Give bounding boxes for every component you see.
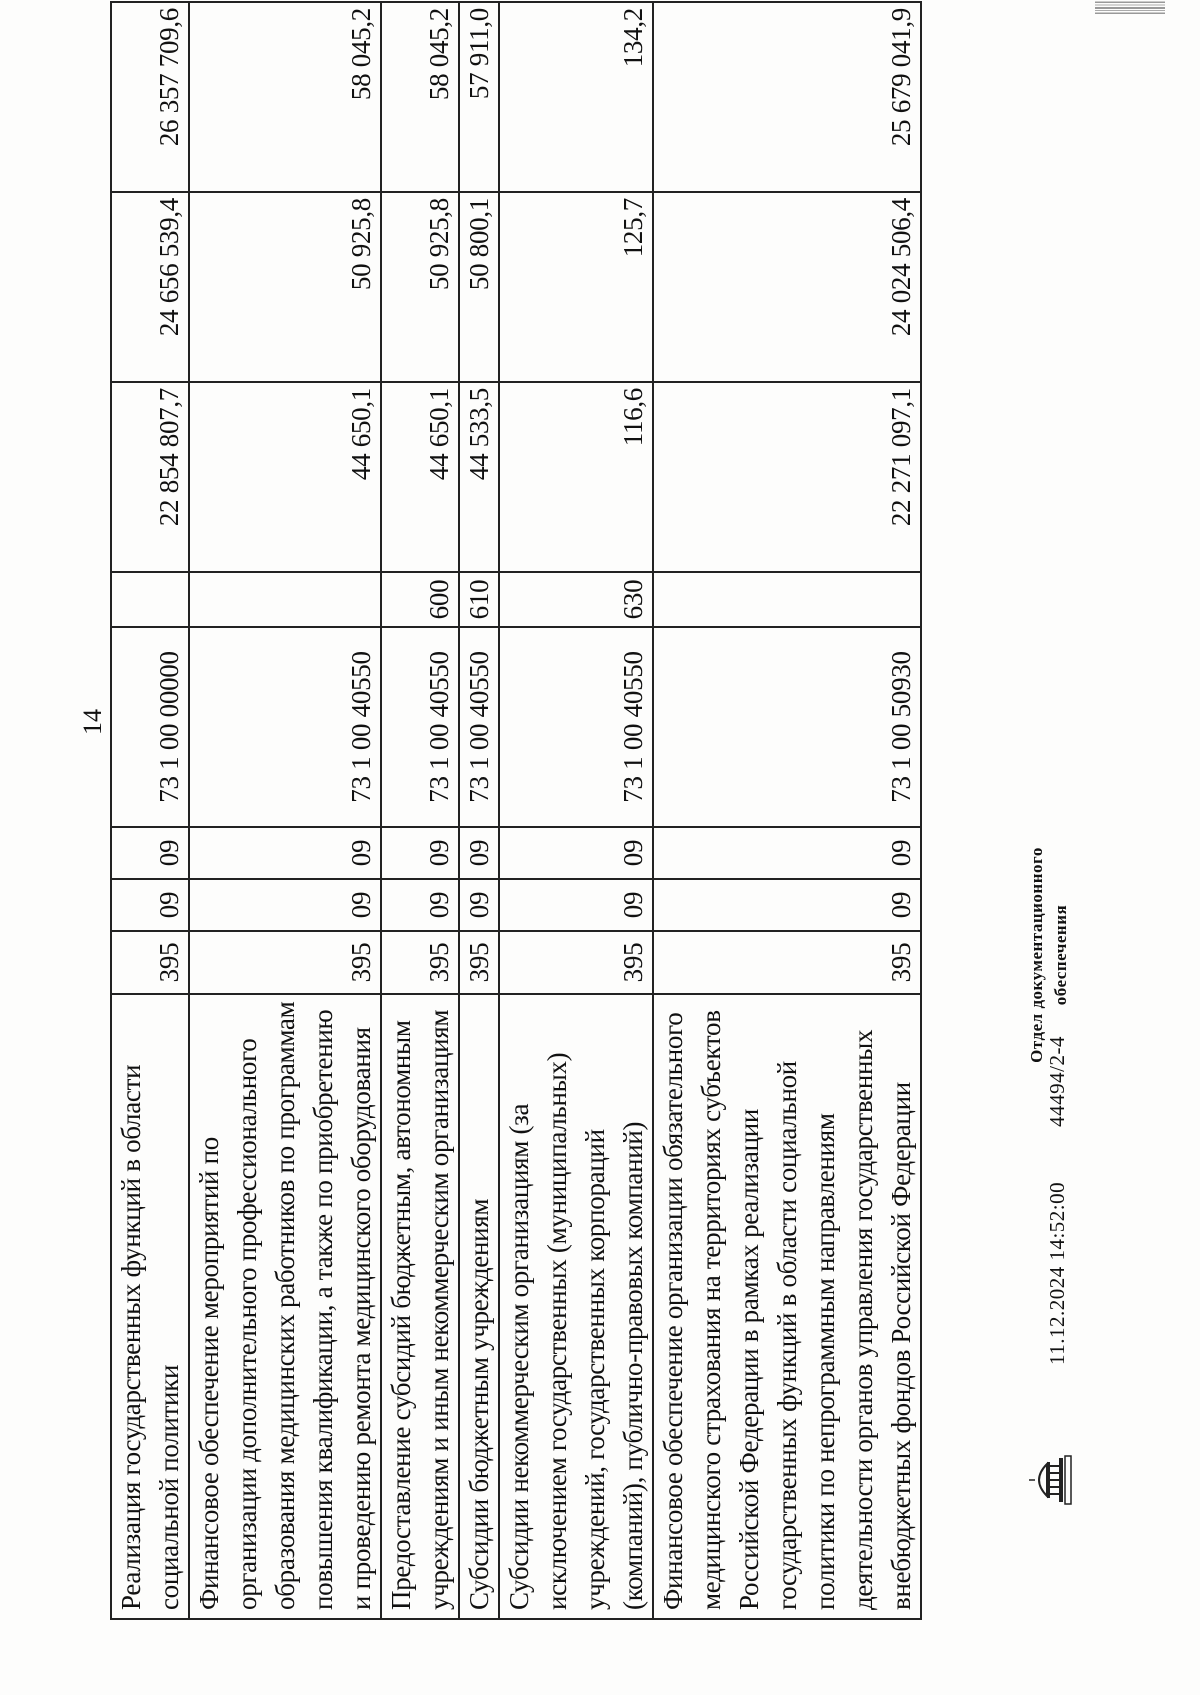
- cell-expense-type: 600: [381, 572, 459, 627]
- cell-name: Финансовое обеспечение мероприятий по организации дополнительного профессионального образования медицинских работников по программам повышения квалификации, а также по приобретению и проведению ремонта медицинского оборудования: [189, 994, 381, 1619]
- cell-value-2024: 44 533,5: [459, 382, 499, 572]
- page-number: 14: [78, 709, 107, 735]
- cell-value-2024: 44 650,1: [381, 382, 459, 572]
- cell-subsection: 09: [653, 827, 921, 879]
- cell-value-2026: 26 357 709,6: [111, 2, 189, 192]
- cell-value-2025: 50 800,1: [459, 192, 499, 382]
- cell-value-2024: 44 650,1: [189, 382, 381, 572]
- cell-target-article: 73 1 00 40550: [459, 627, 499, 827]
- cell-ministry: 395: [499, 931, 653, 994]
- table-row: [653, 2, 921, 1619]
- footer-doc-code: 44494/2-4: [1045, 1036, 1069, 1127]
- cell-ministry: 395: [459, 931, 499, 994]
- cell-value-2024: 22 854 807,7: [111, 382, 189, 572]
- footer-timestamp: 11.12.2024 14:52:00: [1045, 1181, 1069, 1365]
- cell-target-article: 73 1 00 40550: [381, 627, 459, 827]
- cell-section: 09: [459, 879, 499, 931]
- cell-name: Предоставление субсидий бюджетным, автономным учреждениям и иным некоммерческим организациям: [381, 994, 459, 1619]
- cell-ministry: 395: [381, 931, 459, 994]
- cell-value-2024: 116,6: [499, 382, 653, 572]
- cell-subsection: 09: [189, 827, 381, 879]
- cell-value-2025: 125,7: [499, 192, 653, 382]
- cell-target-article: 73 1 00 50930: [653, 627, 921, 827]
- footer-department-stamp: [1025, 825, 1073, 1085]
- cell-section: 09: [653, 879, 921, 931]
- table-row: [499, 2, 653, 1619]
- cell-value-2026: 58 045,2: [189, 2, 381, 192]
- table-body: [111, 2, 921, 1619]
- cell-value-2026: 58 045,2: [381, 2, 459, 192]
- cell-expense-type: [653, 572, 921, 627]
- cell-name: Реализация государственных функций в области социальной политики: [111, 994, 189, 1619]
- cell-subsection: 09: [381, 827, 459, 879]
- cell-value-2024: 22 271 097,1: [653, 382, 921, 572]
- cell-section: 09: [189, 879, 381, 931]
- cell-name: Субсидии бюджетным учреждениям: [459, 994, 499, 1619]
- cell-value-2025: 24 656 539,4: [111, 192, 189, 382]
- cell-section: 09: [499, 879, 653, 931]
- cell-value-2025: 50 925,8: [189, 192, 381, 382]
- cell-expense-type: 610: [459, 572, 499, 627]
- cell-subsection: 09: [459, 827, 499, 879]
- table-row: [111, 2, 189, 1619]
- cell-name: Субсидии некоммерческим организациям (за исключением государственных (муниципальных) учреждений, государственных корпораций (компаний), публично-правовых компаний): [499, 994, 653, 1619]
- cell-target-article: 73 1 00 40550: [499, 627, 653, 827]
- table-row: [189, 2, 381, 1619]
- cell-value-2025: 24 024 506,4: [653, 192, 921, 382]
- cell-value-2025: 50 925,8: [381, 192, 459, 382]
- cell-ministry: 395: [111, 931, 189, 994]
- cell-expense-type: 630: [499, 572, 653, 627]
- department-line-1: Отдел документационного: [1027, 847, 1046, 1063]
- department-line-2: обеспечения: [1051, 904, 1070, 1006]
- cell-ministry: 395: [653, 931, 921, 994]
- scan-barcode: [1095, 0, 1165, 15]
- cell-subsection: 09: [499, 827, 653, 879]
- cell-name: Финансовое обеспечение организации обязательного медицинского страхования на территориях субъектов Российской Федерации в рамках реализации государственных функций в области социальной политики по непрограммным направлениям деятельности органов управления государственных внебюджетных фондов Российской Федерации: [653, 994, 921, 1619]
- table-row: [381, 2, 459, 1619]
- cell-expense-type: [189, 572, 381, 627]
- cell-value-2026: 25 679 041,9: [653, 2, 921, 192]
- cell-value-2026: 57 911,0: [459, 2, 499, 192]
- cell-section: 09: [381, 879, 459, 931]
- cell-section: 09: [111, 879, 189, 931]
- cell-value-2026: 134,2: [499, 2, 653, 192]
- cell-ministry: 395: [189, 931, 381, 994]
- duma-logo: [1025, 1450, 1073, 1510]
- table-row: [459, 2, 499, 1619]
- cell-subsection: 09: [111, 827, 189, 879]
- cell-target-article: 73 1 00 40550: [189, 627, 381, 827]
- budget-table: [110, 1, 922, 1620]
- cell-target-article: 73 1 00 00000: [111, 627, 189, 827]
- cell-expense-type: [111, 572, 189, 627]
